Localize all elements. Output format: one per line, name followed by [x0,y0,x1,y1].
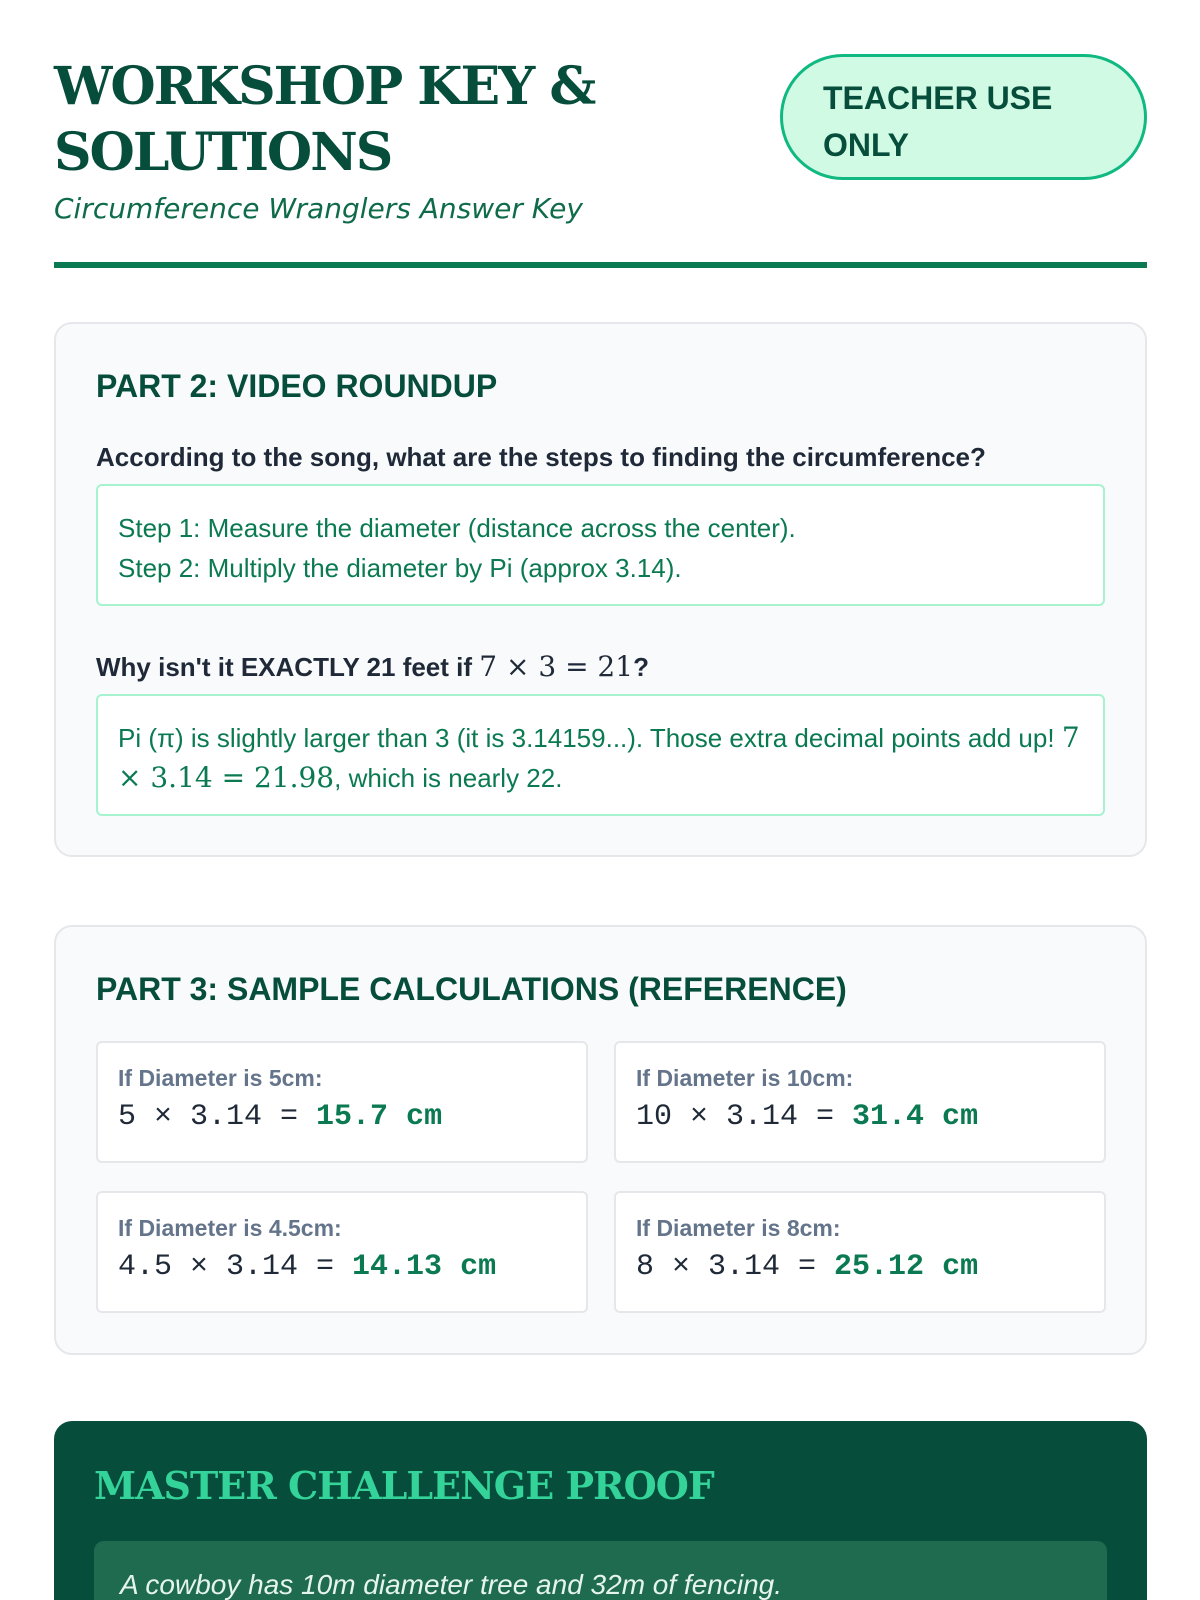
calc-result: 14.13 cm [352,1250,497,1284]
question-why-not-21 [96,650,649,683]
page-header [54,54,1147,268]
calc-expr-text: 8 × 3.14 = [636,1250,835,1284]
calc-result: 31.4 cm [852,1100,979,1134]
part2-title: PART 2: VIDEO ROUNDUP [96,368,498,404]
answer-equation: 7 × 3.14 = 21.98 [118,721,1080,794]
question-steps: According to the song, what are the steps to finding the circumference? [96,442,986,472]
calc-expression [118,1100,566,1134]
calc-card [614,1191,1106,1313]
calc-label: If Diameter is 10cm: [636,1065,854,1091]
calc-expr-text: 5 × 3.14 = [118,1100,317,1134]
calc-result: 15.7 cm [316,1100,443,1134]
calc-expression [636,1100,1084,1134]
answer-pi-explanation: Pi (π) is slightly larger than 3 (it is 3.14159...). Those extra decimal points add up! [118,723,1055,753]
answer-steps [96,484,1105,606]
part2-card [54,322,1147,857]
teacher-use-badge: TEACHER USE ONLY [780,54,1147,180]
answer-why-not-21 [96,694,1105,816]
part3-card [54,925,1147,1355]
question-suffix: ? [633,652,649,682]
page-title: WORKSHOP KEY & SOLUTIONS [54,56,595,183]
calc-card [614,1041,1106,1163]
answer-suffix: , which is nearly 22. [334,763,563,793]
calc-result: 25.12 cm [834,1250,979,1284]
calc-expression [636,1250,1084,1284]
challenge-title: MASTER CHALLENGE PROOF [94,1463,714,1508]
question-prefix: Why isn't it EXACTLY 21 feet if [96,652,473,682]
part3-title: PART 3: SAMPLE CALCULATIONS (REFERENCE) [96,971,847,1007]
question-equation: 7 × 3 = 21 [479,650,634,683]
answer-step-1: Step 1: Measure the diameter (distance across the center). [118,513,796,543]
calc-label: If Diameter is 4.5cm: [118,1215,342,1241]
calc-label: If Diameter is 8cm: [636,1215,841,1241]
challenge-prompt: A cowboy has 10m diameter tree and 32m of fencing. [94,1541,1107,1600]
calc-expr-text: 4.5 × 3.14 = [118,1250,353,1284]
calc-expression [118,1250,566,1284]
calc-card [96,1041,588,1163]
calc-label: If Diameter is 5cm: [118,1065,323,1091]
answer-step-2: Step 2: Multiply the diameter by Pi (approx 3.14). [118,553,682,583]
master-challenge-card [54,1421,1147,1600]
page-subtitle: Circumference Wranglers Answer Key [54,192,583,225]
calc-card [96,1191,588,1313]
calc-expr-text: 10 × 3.14 = [636,1100,853,1134]
